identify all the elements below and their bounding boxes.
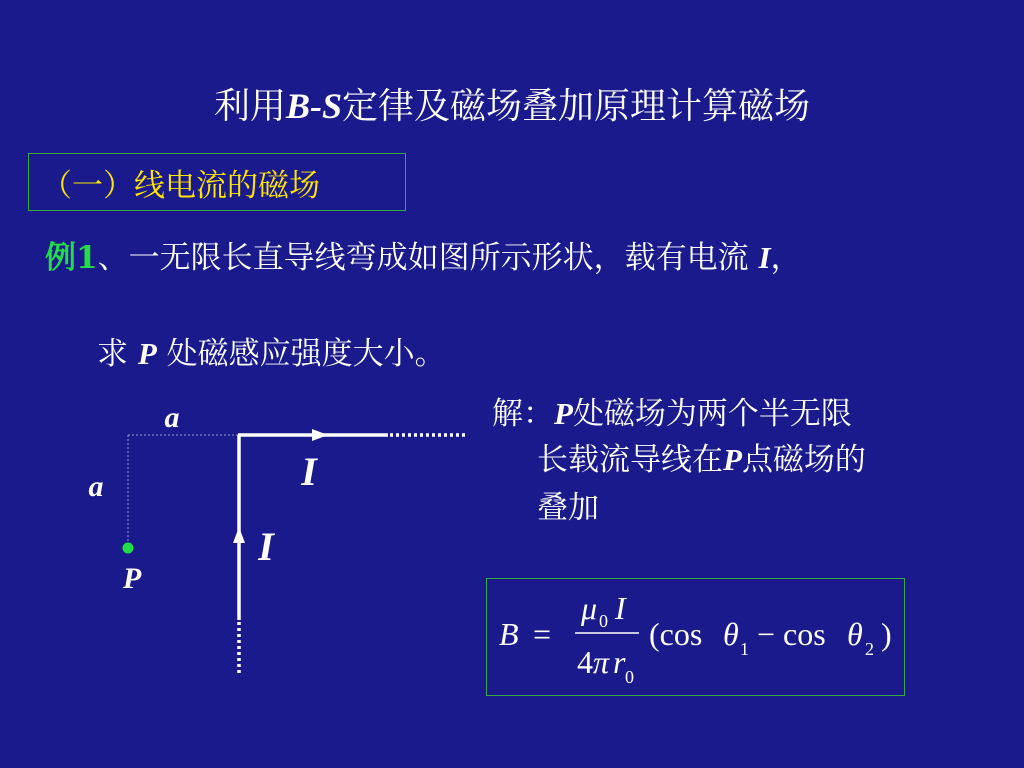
solution-text-1-suffix: 处磁场为两个半无限 (572, 396, 852, 432)
biot-savart-formula (487, 579, 906, 697)
formula-theta2: θ (847, 616, 863, 652)
solution-line-2 (537, 434, 866, 479)
formula-cos1: (cos (649, 616, 703, 652)
formula-mu-subscript: 0 (599, 611, 608, 631)
problem-text-1-end: ， (770, 240, 802, 276)
formula-pi: π (593, 644, 610, 680)
problem-text-1: 、一无限长直导线弯成如图所示形状，载有电流 (97, 240, 759, 276)
formula-lhs: B (499, 616, 519, 652)
formula-current: I (615, 590, 626, 626)
label-current-horizontal: I (301, 449, 317, 494)
solution-text-1-prefix: 解： (492, 396, 554, 432)
formula-four: 4 (577, 644, 593, 680)
problem-text-2-suffix: 处磁感应强度大小。 (156, 336, 446, 372)
solution-text-3: 叠加 (537, 490, 599, 526)
solution-line-3 (537, 482, 599, 527)
example-label: 例1 (45, 240, 98, 276)
formula-r-subscript: 0 (625, 667, 634, 687)
label-a-top: a (164, 401, 180, 434)
formula-theta1-subscript: 1 (740, 639, 749, 659)
formula-equals: = (533, 616, 552, 652)
problem-line-2 (97, 328, 446, 373)
solution-point-var-2: P (723, 442, 742, 477)
horizontal-current-arrow (312, 429, 328, 441)
solution-point-var-1: P (554, 396, 573, 431)
point-p-dot (123, 543, 134, 554)
solution-line-1 (492, 388, 852, 433)
label-point-p: P (122, 562, 142, 595)
solution-text-2-prefix: 长载流导线在 (537, 442, 723, 478)
section-heading: （一）线电流的磁场 (41, 167, 320, 204)
vertical-current-arrow (233, 527, 245, 543)
solution-text-2-suffix: 点磁场的 (741, 442, 866, 478)
formula-box (486, 578, 905, 696)
formula-theta2-subscript: 2 (865, 639, 874, 659)
current-var: I (758, 240, 771, 275)
point-var: P (137, 336, 157, 371)
formula-paren-close: ) (881, 616, 892, 652)
title-italic: B-S (285, 86, 343, 126)
page-title (0, 78, 1024, 129)
label-current-vertical: I (258, 524, 274, 569)
formula-r: r (613, 644, 626, 680)
title-suffix: 定律及磁场叠加原理计算磁场 (342, 86, 811, 127)
formula-theta1: θ (723, 616, 739, 652)
section-heading-box (28, 153, 406, 211)
title-prefix: 利用 (213, 86, 286, 127)
problem-text-2-prefix: 求 (97, 336, 138, 372)
formula-mu: μ (581, 590, 598, 626)
formula-minus-cos: − cos (757, 616, 826, 652)
wire-diagram (0, 380, 520, 690)
problem-line-1 (45, 232, 802, 277)
label-a-left: a (88, 470, 104, 503)
